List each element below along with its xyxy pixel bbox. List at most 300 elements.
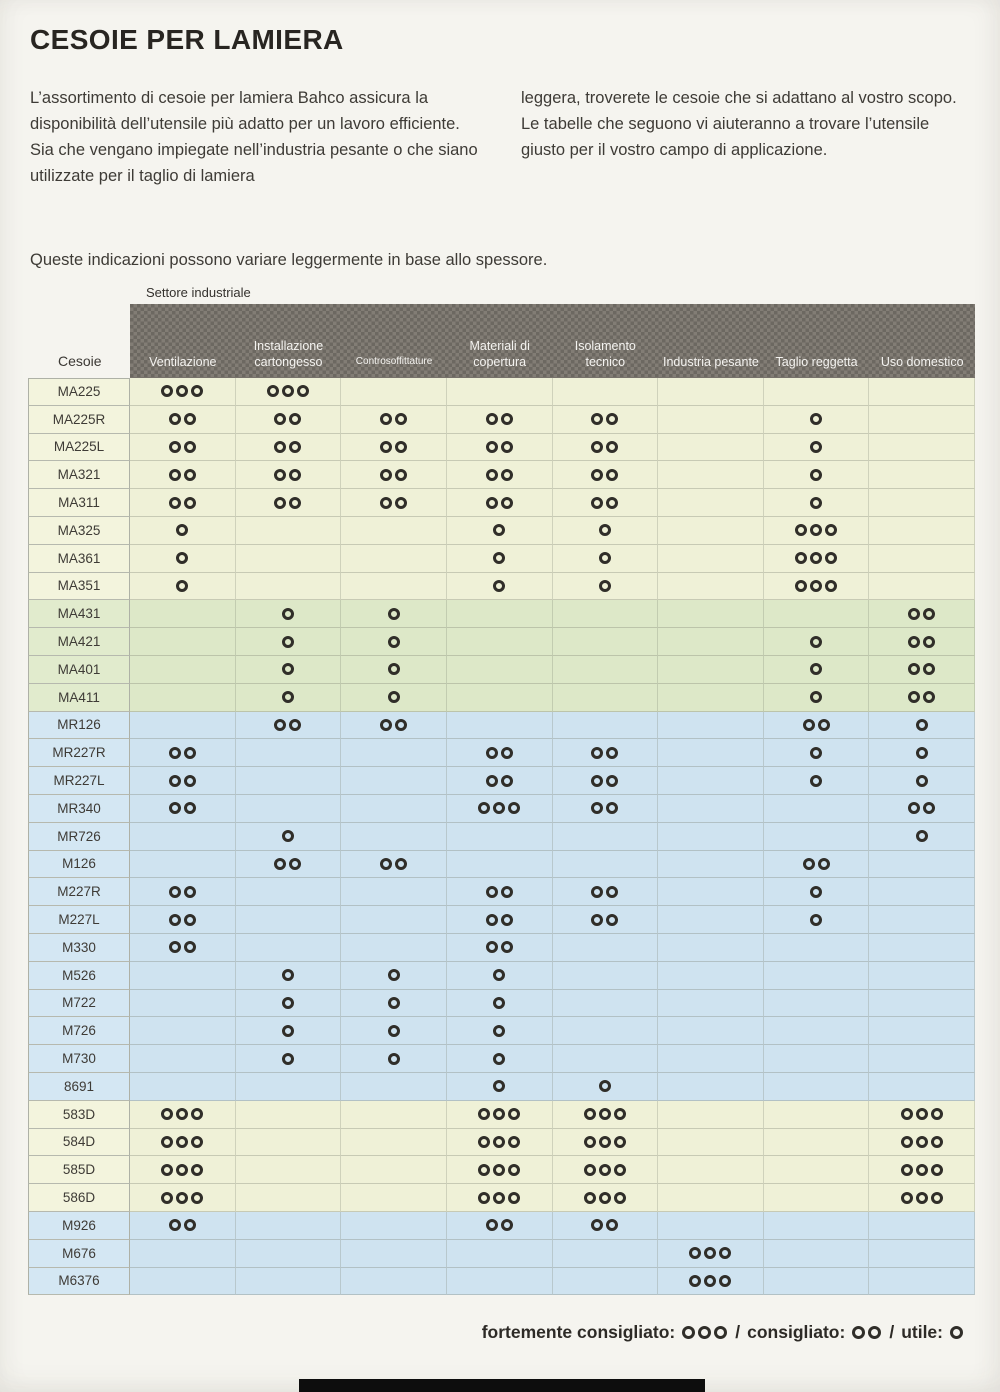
rating-dot-icon [923, 802, 935, 814]
table-row-ma421 [28, 628, 975, 656]
rating-cell [553, 823, 659, 851]
rating-cell [130, 1156, 236, 1184]
rating-cell [236, 823, 342, 851]
column-headers [130, 304, 975, 378]
rating-cell [553, 628, 659, 656]
rating-cell [130, 1017, 236, 1045]
rating-dot-icon [486, 441, 498, 453]
rating-cell [130, 1268, 236, 1296]
rating-dot-icon [493, 1080, 505, 1092]
rating-dot-icon [591, 775, 603, 787]
rating-dot-icon [810, 914, 822, 926]
rating-dot-icon [486, 914, 498, 926]
legend-dot-icon [868, 1326, 881, 1339]
rating-cell [553, 1101, 659, 1129]
model-name: MA421 [28, 628, 130, 656]
rating-dot-icon [689, 1275, 701, 1287]
rating-cell [341, 823, 447, 851]
rating-dot-icon [591, 802, 603, 814]
table-row-583d [28, 1101, 975, 1129]
rating-cell [236, 461, 342, 489]
table-row-mr227l [28, 767, 975, 795]
rating-dot-icon [591, 413, 603, 425]
rating-dot-icon [606, 441, 618, 453]
rating-dot-icon [169, 886, 181, 898]
table-row-m227r [28, 878, 975, 906]
rating-cell [130, 934, 236, 962]
rating-dot-icon [282, 997, 294, 1009]
table-row-8691 [28, 1073, 975, 1101]
table-row-ma351 [28, 573, 975, 601]
rating-cell [658, 990, 764, 1018]
rating-cell [447, 517, 553, 545]
rating-cell [764, 1073, 870, 1101]
model-name: M676 [28, 1240, 130, 1268]
rating-cell [341, 795, 447, 823]
rating-cell [553, 461, 659, 489]
rating-dot-icon [795, 552, 807, 564]
rating-cell [658, 406, 764, 434]
rating-cell [658, 545, 764, 573]
model-name: M126 [28, 851, 130, 879]
rating-cell [553, 1268, 659, 1296]
rating-dot-icon [923, 663, 935, 675]
table-row-ma431 [28, 600, 975, 628]
rating-dot-icon [388, 636, 400, 648]
page-title: CESOIE PER LAMIERA [30, 24, 344, 55]
rating-dot-icon [803, 858, 815, 870]
rating-dot-icon [493, 1192, 505, 1204]
table-row-584d [28, 1129, 975, 1157]
rating-dot-icon [606, 497, 618, 509]
legend-dot-icon [682, 1326, 695, 1339]
rating-cell [236, 1268, 342, 1296]
rating-dot-icon [184, 914, 196, 926]
rating-cell [869, 489, 975, 517]
rating-cell [236, 906, 342, 934]
scan-artifact-bar [299, 1379, 705, 1392]
rating-dot-icon [486, 941, 498, 953]
rating-cell [130, 1184, 236, 1212]
rating-cell [447, 1017, 553, 1045]
rating-cell [553, 878, 659, 906]
rating-dot-icon [191, 1108, 203, 1120]
rating-dot-icon [818, 858, 830, 870]
rating-dot-icon [274, 858, 286, 870]
column-header-ventilazione: Ventilazione [149, 354, 217, 369]
rating-cell [130, 461, 236, 489]
rating-cell [869, 795, 975, 823]
rating-dot-icon [289, 719, 301, 731]
rating-cell [447, 628, 553, 656]
rating-dot-icon [810, 636, 822, 648]
rating-cell [447, 823, 553, 851]
rating-cell [658, 795, 764, 823]
table-row-ma311 [28, 489, 975, 517]
model-name: M330 [28, 934, 130, 962]
rating-dot-icon [184, 775, 196, 787]
rating-dot-icon [176, 524, 188, 536]
model-name: MA411 [28, 684, 130, 712]
rating-dot-icon [395, 497, 407, 509]
rating-cell [447, 878, 553, 906]
rating-cell [341, 1268, 447, 1296]
rating-cell [447, 934, 553, 962]
rating-cell [658, 628, 764, 656]
rating-cell [447, 1101, 553, 1129]
rating-dot-icon [908, 663, 920, 675]
rating-dot-icon [380, 441, 392, 453]
rating-dot-icon [388, 691, 400, 703]
rating-dot-icon [184, 441, 196, 453]
model-name: 586D [28, 1184, 130, 1212]
rating-cell [236, 1156, 342, 1184]
first-column-header: Cesoie [58, 353, 102, 369]
legend-label: consigliato: [747, 1322, 846, 1342]
rating-cell [130, 628, 236, 656]
rating-cell [764, 378, 870, 406]
rating-cell [236, 434, 342, 462]
rating-dot-icon [388, 663, 400, 675]
rating-dot-icon [176, 1164, 188, 1176]
rating-cell [236, 573, 342, 601]
rating-dot-icon [169, 469, 181, 481]
rating-dot-icon [395, 719, 407, 731]
rating-cell [236, 1240, 342, 1268]
rating-cell [236, 1045, 342, 1073]
note-text: Queste indicazioni possono variare leggermente in base allo spessore. [30, 251, 548, 269]
rating-dot-icon [908, 608, 920, 620]
table-row-mr726 [28, 823, 975, 851]
rating-dot-icon [810, 663, 822, 675]
column-header-materiali-di-copertura: Materiali di copertura [469, 338, 530, 369]
rating-cell [764, 934, 870, 962]
rating-dot-icon [478, 802, 490, 814]
rating-dot-icon [289, 441, 301, 453]
rating-cell [341, 434, 447, 462]
rating-cell [130, 851, 236, 879]
rating-legend [482, 1322, 966, 1343]
rating-dot-icon [169, 914, 181, 926]
column-header-taglio-reggetta: Taglio reggetta [775, 354, 858, 369]
rating-dot-icon [388, 969, 400, 981]
rating-cell [869, 851, 975, 879]
rating-dot-icon [486, 747, 498, 759]
rating-cell [658, 1101, 764, 1129]
rating-cell [341, 489, 447, 517]
rating-cell [236, 990, 342, 1018]
rating-cell [130, 767, 236, 795]
rating-cell [341, 1156, 447, 1184]
legend-separator: / [735, 1322, 741, 1342]
rating-cell [869, 434, 975, 462]
rating-cell [130, 573, 236, 601]
rating-dot-icon [810, 691, 822, 703]
rating-dot-icon [810, 441, 822, 453]
rating-dot-icon [478, 1164, 490, 1176]
rating-cell [869, 878, 975, 906]
rating-dot-icon [176, 1136, 188, 1148]
rating-cell [130, 1073, 236, 1101]
rating-dot-icon [274, 413, 286, 425]
rating-dot-icon [810, 469, 822, 481]
table-row-ma225r [28, 406, 975, 434]
rating-cell [869, 1101, 975, 1129]
rating-dot-icon [184, 941, 196, 953]
rating-cell [658, 934, 764, 962]
table-row-m676 [28, 1240, 975, 1268]
rating-cell [130, 712, 236, 740]
rating-dot-icon [931, 1136, 943, 1148]
rating-dot-icon [931, 1192, 943, 1204]
rating-cell [236, 739, 342, 767]
intro-left-column: L’assortimento di cesoie per lamiera Bahco assicura la disponibilità dell’utensile più adatto per un lavoro efficiente. Sia che vengano impiegate nell’industria pesante o che siano utilizzate per il taglio di lamiera [30, 89, 478, 186]
rating-cell [236, 684, 342, 712]
model-name: 8691 [28, 1073, 130, 1101]
rating-cell [764, 1101, 870, 1129]
rating-dot-icon [493, 997, 505, 1009]
model-name: M926 [28, 1212, 130, 1240]
rating-dot-icon [282, 385, 294, 397]
rating-dot-icon [591, 914, 603, 926]
rating-dot-icon [606, 747, 618, 759]
rating-dot-icon [161, 1136, 173, 1148]
model-name: M526 [28, 962, 130, 990]
rating-cell [447, 406, 553, 434]
rating-cell [869, 1212, 975, 1240]
rating-cell [553, 656, 659, 684]
rating-dot-icon [486, 413, 498, 425]
rating-cell [553, 851, 659, 879]
rating-dot-icon [380, 497, 392, 509]
rating-cell [658, 1129, 764, 1157]
rating-dot-icon [191, 1164, 203, 1176]
rating-dot-icon [395, 858, 407, 870]
rating-dot-icon [923, 636, 935, 648]
rating-cell [869, 461, 975, 489]
rating-dot-icon [599, 580, 611, 592]
model-name: MA311 [28, 489, 130, 517]
rating-dot-icon [614, 1136, 626, 1148]
rating-cell [130, 962, 236, 990]
rating-cell [447, 461, 553, 489]
rating-cell [236, 712, 342, 740]
rating-cell [236, 1101, 342, 1129]
rating-cell [869, 990, 975, 1018]
rating-cell [658, 573, 764, 601]
rating-dot-icon [584, 1164, 596, 1176]
rating-cell [236, 378, 342, 406]
table-row-ma225l [28, 434, 975, 462]
rating-cell [341, 684, 447, 712]
rating-cell [341, 378, 447, 406]
model-name: MA401 [28, 656, 130, 684]
rating-cell [658, 878, 764, 906]
rating-dot-icon [478, 1192, 490, 1204]
rating-cell [236, 1073, 342, 1101]
rating-cell [658, 739, 764, 767]
rating-dot-icon [395, 469, 407, 481]
rating-dot-icon [508, 1164, 520, 1176]
rating-cell [869, 573, 975, 601]
rating-cell [553, 545, 659, 573]
rating-dot-icon [916, 1136, 928, 1148]
rating-cell [341, 906, 447, 934]
rating-dot-icon [486, 1219, 498, 1231]
rating-cell [447, 906, 553, 934]
rating-dot-icon [274, 469, 286, 481]
rating-dot-icon [591, 886, 603, 898]
rating-dot-icon [901, 1164, 913, 1176]
rating-dot-icon [289, 497, 301, 509]
rating-cell [764, 739, 870, 767]
model-name: M726 [28, 1017, 130, 1045]
rating-dot-icon [606, 914, 618, 926]
rating-cell [869, 1184, 975, 1212]
rating-dot-icon [916, 719, 928, 731]
rating-dot-icon [810, 413, 822, 425]
model-name: MR726 [28, 823, 130, 851]
rating-dot-icon [591, 441, 603, 453]
rating-dot-icon [599, 1136, 611, 1148]
rating-cell [341, 1045, 447, 1073]
table-row-m722 [28, 990, 975, 1018]
rating-cell [130, 378, 236, 406]
rating-dot-icon [908, 691, 920, 703]
rating-dot-icon [501, 413, 513, 425]
rating-cell [553, 962, 659, 990]
rating-cell [130, 990, 236, 1018]
rating-dot-icon [184, 413, 196, 425]
rating-dot-icon [508, 1192, 520, 1204]
rating-cell [447, 600, 553, 628]
rating-cell [236, 934, 342, 962]
legend-dot-icon [698, 1326, 711, 1339]
rating-dot-icon [825, 580, 837, 592]
rating-dot-icon [916, 1108, 928, 1120]
rating-cell [447, 962, 553, 990]
rating-cell [869, 517, 975, 545]
rating-dot-icon [931, 1108, 943, 1120]
rating-cell [658, 767, 764, 795]
rating-dot-icon [184, 497, 196, 509]
rating-dot-icon [184, 747, 196, 759]
rating-dot-icon [274, 441, 286, 453]
rating-cell [447, 656, 553, 684]
rating-dot-icon [689, 1247, 701, 1259]
rating-dot-icon [501, 886, 513, 898]
rating-dot-icon [176, 1192, 188, 1204]
rating-cell [658, 1017, 764, 1045]
rating-cell [341, 878, 447, 906]
table-row-ma225 [28, 378, 975, 406]
rating-dot-icon [282, 969, 294, 981]
rating-cell [764, 1240, 870, 1268]
rating-dot-icon [606, 1219, 618, 1231]
rating-dot-icon [508, 1136, 520, 1148]
rating-cell [447, 378, 553, 406]
model-name: M730 [28, 1045, 130, 1073]
rating-cell [236, 545, 342, 573]
rating-dot-icon [704, 1247, 716, 1259]
rating-dot-icon [614, 1164, 626, 1176]
intro-right-column: leggera, troverete le cesoie che si adattano al vostro scopo. Le tabelle che seguono vi aiuteranno a trovare l’utensile giusto per il vostro campo di applicazione. [521, 89, 957, 160]
rating-dot-icon [501, 441, 513, 453]
sector-label: Settore industriale [146, 285, 251, 300]
rating-dot-icon [176, 1108, 188, 1120]
rating-dot-icon [916, 1164, 928, 1176]
rating-cell [341, 1017, 447, 1045]
rating-cell [236, 656, 342, 684]
rating-dot-icon [486, 497, 498, 509]
rating-cell [553, 712, 659, 740]
table-row-m926 [28, 1212, 975, 1240]
table-row-m126 [28, 851, 975, 879]
rating-cell [130, 600, 236, 628]
rating-cell [447, 1184, 553, 1212]
rating-cell [869, 1129, 975, 1157]
rating-dot-icon [161, 1108, 173, 1120]
table-row-ma411 [28, 684, 975, 712]
rating-cell [447, 1268, 553, 1296]
rating-cell [553, 934, 659, 962]
rating-dot-icon [599, 524, 611, 536]
rating-cell [869, 767, 975, 795]
rating-dot-icon [916, 830, 928, 842]
rating-cell [236, 1129, 342, 1157]
rating-cell [553, 1129, 659, 1157]
rating-dot-icon [908, 636, 920, 648]
rating-dot-icon [599, 1164, 611, 1176]
rating-cell [341, 1240, 447, 1268]
rating-dot-icon [916, 775, 928, 787]
rating-dot-icon [584, 1136, 596, 1148]
rating-dot-icon [395, 441, 407, 453]
rating-cell [236, 851, 342, 879]
rating-cell [236, 878, 342, 906]
rating-cell [341, 406, 447, 434]
model-name: MA431 [28, 600, 130, 628]
rating-dot-icon [493, 969, 505, 981]
rating-dot-icon [478, 1108, 490, 1120]
rating-dot-icon [810, 497, 822, 509]
rating-cell [130, 1045, 236, 1073]
rating-dot-icon [388, 1053, 400, 1065]
model-name: MA351 [28, 573, 130, 601]
rating-dot-icon [191, 385, 203, 397]
rating-cell [553, 1073, 659, 1101]
table-row-ma321 [28, 461, 975, 489]
rating-cell [341, 712, 447, 740]
model-name: MA225L [28, 434, 130, 462]
rating-dot-icon [493, 1136, 505, 1148]
rating-dot-icon [493, 1025, 505, 1037]
rating-cell [447, 684, 553, 712]
rating-cell [130, 906, 236, 934]
rating-cell [341, 934, 447, 962]
rating-cell [764, 712, 870, 740]
model-name: MR126 [28, 712, 130, 740]
rating-dot-icon [274, 497, 286, 509]
rating-cell [130, 795, 236, 823]
rating-dot-icon [591, 1219, 603, 1231]
rating-cell [764, 434, 870, 462]
rating-cell [764, 656, 870, 684]
rating-cell [130, 656, 236, 684]
rating-cell [341, 517, 447, 545]
rating-cell [658, 962, 764, 990]
rating-cell [764, 1184, 870, 1212]
